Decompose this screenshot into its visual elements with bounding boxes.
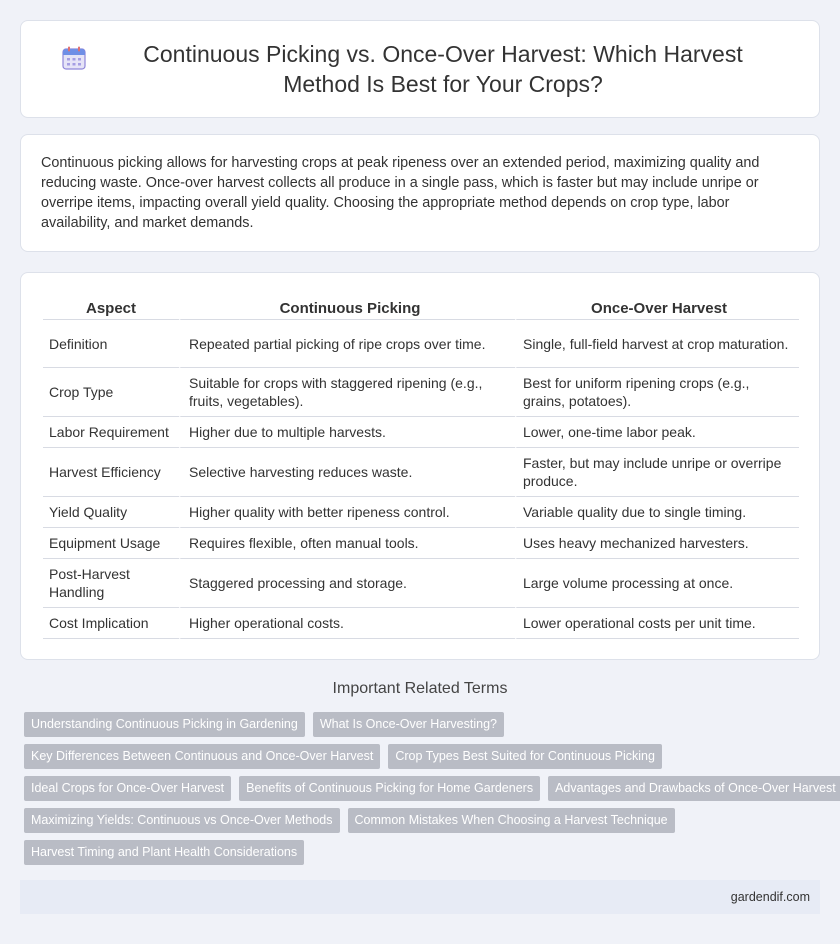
table-cell: Post-Harvest Handling <box>43 559 179 608</box>
tag-row <box>24 776 836 801</box>
related-terms-title: Important Related Terms <box>332 680 508 697</box>
header-aspect: Aspect <box>43 295 179 320</box>
comparison-table-card <box>20 272 820 660</box>
table-cell: Yield Quality <box>43 497 179 528</box>
related-term-tag[interactable]: Advantages and Drawbacks of Once-Over Harvest <box>548 776 840 801</box>
table-cell: Cost Implication <box>43 608 179 639</box>
title-card <box>20 20 820 118</box>
related-term-tag[interactable]: Common Mistakes When Choosing a Harvest Technique <box>348 808 675 833</box>
related-term-tag[interactable]: Key Differences Between Continuous and Once-Over Harvest <box>24 744 380 769</box>
comparison-table <box>43 295 799 639</box>
header-once-over-harvest: Once-Over Harvest <box>515 295 799 320</box>
intro-card <box>20 134 820 252</box>
table-cell: Selective harvesting reduces waste. <box>179 448 515 497</box>
table-row <box>43 528 799 559</box>
calendar-icon <box>61 45 87 71</box>
table-cell: Lower operational costs per unit time. <box>515 608 799 639</box>
table-row <box>43 448 799 497</box>
table-cell: Equipment Usage <box>43 528 179 559</box>
table-cell: Definition <box>43 320 179 368</box>
tag-row <box>24 840 824 865</box>
table-cell: Crop Type <box>43 368 179 417</box>
table-row <box>43 320 799 368</box>
table-cell: Higher due to multiple harvests. <box>179 417 515 448</box>
intro-paragraph: Continuous picking allows for harvesting crops at peak ripeness over an extended period, maximizing quality and reducing waste. Once-over harvest collects all produce in a single pass, which is faster but may include unripe or overripe items, impacting overall yield quality. Choosing the appropriate method depends on crop type, labor availability, and market demands. <box>41 155 760 231</box>
related-term-tag[interactable]: Understanding Continuous Picking in Gardening <box>24 712 305 737</box>
table-cell: Uses heavy mechanized harvesters. <box>515 528 799 559</box>
related-term-tag[interactable]: Benefits of Continuous Picking for Home Gardeners <box>239 776 540 801</box>
table-row <box>43 608 799 639</box>
table-cell: Labor Requirement <box>43 417 179 448</box>
table-row <box>43 497 799 528</box>
related-term-tag[interactable]: Ideal Crops for Once-Over Harvest <box>24 776 231 801</box>
table-cell: Higher quality with better ripeness control. <box>179 497 515 528</box>
footer-site-link[interactable]: gardendif.com <box>730 890 810 904</box>
tag-row <box>24 744 824 769</box>
related-term-tag[interactable]: What Is Once-Over Harvesting? <box>313 712 504 737</box>
table-cell: Staggered processing and storage. <box>179 559 515 608</box>
table-cell: Suitable for crops with staggered ripening (e.g., fruits, vegetables). <box>179 368 515 417</box>
related-term-tag[interactable]: Crop Types Best Suited for Continuous Picking <box>388 744 662 769</box>
table-header-row <box>43 295 799 320</box>
page-title: Continuous Picking vs. Once-Over Harvest: Which Harvest Method Is Best for Your Crops? <box>143 41 743 97</box>
table-cell: Higher operational costs. <box>179 608 515 639</box>
tag-row <box>24 712 824 737</box>
table-row <box>43 417 799 448</box>
table-row <box>43 368 799 417</box>
tag-row <box>24 808 824 833</box>
table-cell: Repeated partial picking of ripe crops over time. <box>179 320 515 368</box>
table-cell: Single, full-field harvest at crop maturation. <box>515 320 799 368</box>
related-term-tag[interactable]: Harvest Timing and Plant Health Considerations <box>24 840 304 865</box>
table-cell: Variable quality due to single timing. <box>515 497 799 528</box>
header-continuous-picking: Continuous Picking <box>179 295 515 320</box>
table-cell: Lower, one-time labor peak. <box>515 417 799 448</box>
footer <box>20 880 820 914</box>
table-cell: Faster, but may include unripe or overripe produce. <box>515 448 799 497</box>
related-term-tag[interactable]: Maximizing Yields: Continuous vs Once-Over Methods <box>24 808 340 833</box>
table-cell: Best for uniform ripening crops (e.g., grains, potatoes). <box>515 368 799 417</box>
table-cell: Large volume processing at once. <box>515 559 799 608</box>
related-terms-list <box>24 712 836 872</box>
table-cell: Requires flexible, often manual tools. <box>179 528 515 559</box>
table-cell: Harvest Efficiency <box>43 448 179 497</box>
table-row <box>43 559 799 608</box>
